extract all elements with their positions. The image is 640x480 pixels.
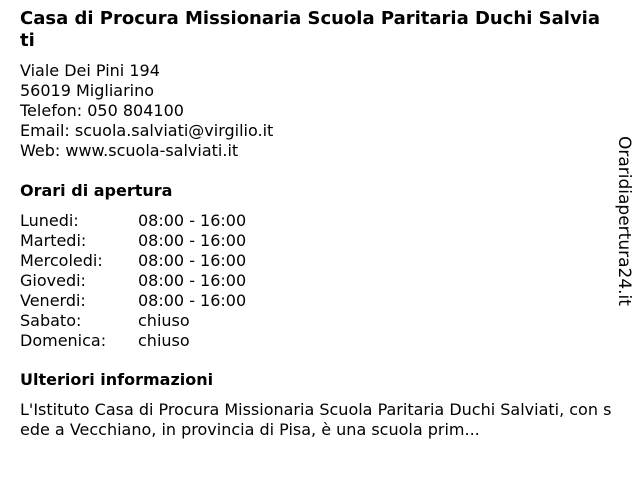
phone-label: Telefon: [20,101,83,120]
web-label: Web: [20,141,61,160]
day-label: Mercoledi: [20,251,103,270]
contact-block [20,61,605,161]
email-label: Email: [20,121,70,140]
time-value: 08:00 - 16:00 [138,211,247,230]
hours-row-saturday [20,311,605,331]
hours-row-monday [20,211,605,231]
time-value: 08:00 - 16:00 [138,291,247,310]
time-value: chiuso [138,331,190,350]
business-card [20,8,612,440]
phone-number[interactable]: 050 804100 [87,101,184,120]
website-link[interactable]: www.scuola-salviati.it [65,141,239,160]
email-address[interactable]: scuola.salviati@virgilio.it [74,121,274,140]
info-heading: Ulteriori informazioni [20,370,214,389]
phone-line [20,101,605,121]
hours-row-friday [20,291,605,311]
day-label: Venerdi: [20,291,86,310]
hours-row-thursday [20,271,605,291]
brand-watermark: Oraridiapertura24.it [614,136,634,306]
city-postal: 56019 Migliarino [20,81,155,100]
hours-row-sunday [20,331,605,351]
hours-table [20,211,605,351]
time-value: chiuso [138,311,190,330]
info-description: L'Istituto Casa di Procura Missionaria Scuola Paritaria Duchi Salviati, con sede a Vecchiano, in provincia di Pisa, è una scuola prim... [20,400,612,439]
street-address: Viale Dei Pini 194 [20,61,160,80]
day-label: Giovedi: [20,271,86,290]
day-label: Sabato: [20,311,82,330]
hours-row-wednesday [20,251,605,271]
time-value: 08:00 - 16:00 [138,251,247,270]
hours-row-tuesday [20,231,605,251]
time-value: 08:00 - 16:00 [138,271,247,290]
day-label: Domenica: [20,331,107,350]
day-label: Lunedi: [20,211,79,230]
hours-heading: Orari di apertura [20,181,173,200]
time-value: 08:00 - 16:00 [138,231,247,250]
day-label: Martedi: [20,231,87,250]
business-title: Casa di Procura Missionaria Scuola Paritaria Duchi Salviati [20,8,600,51]
email-line [20,121,605,141]
web-line [20,141,605,161]
